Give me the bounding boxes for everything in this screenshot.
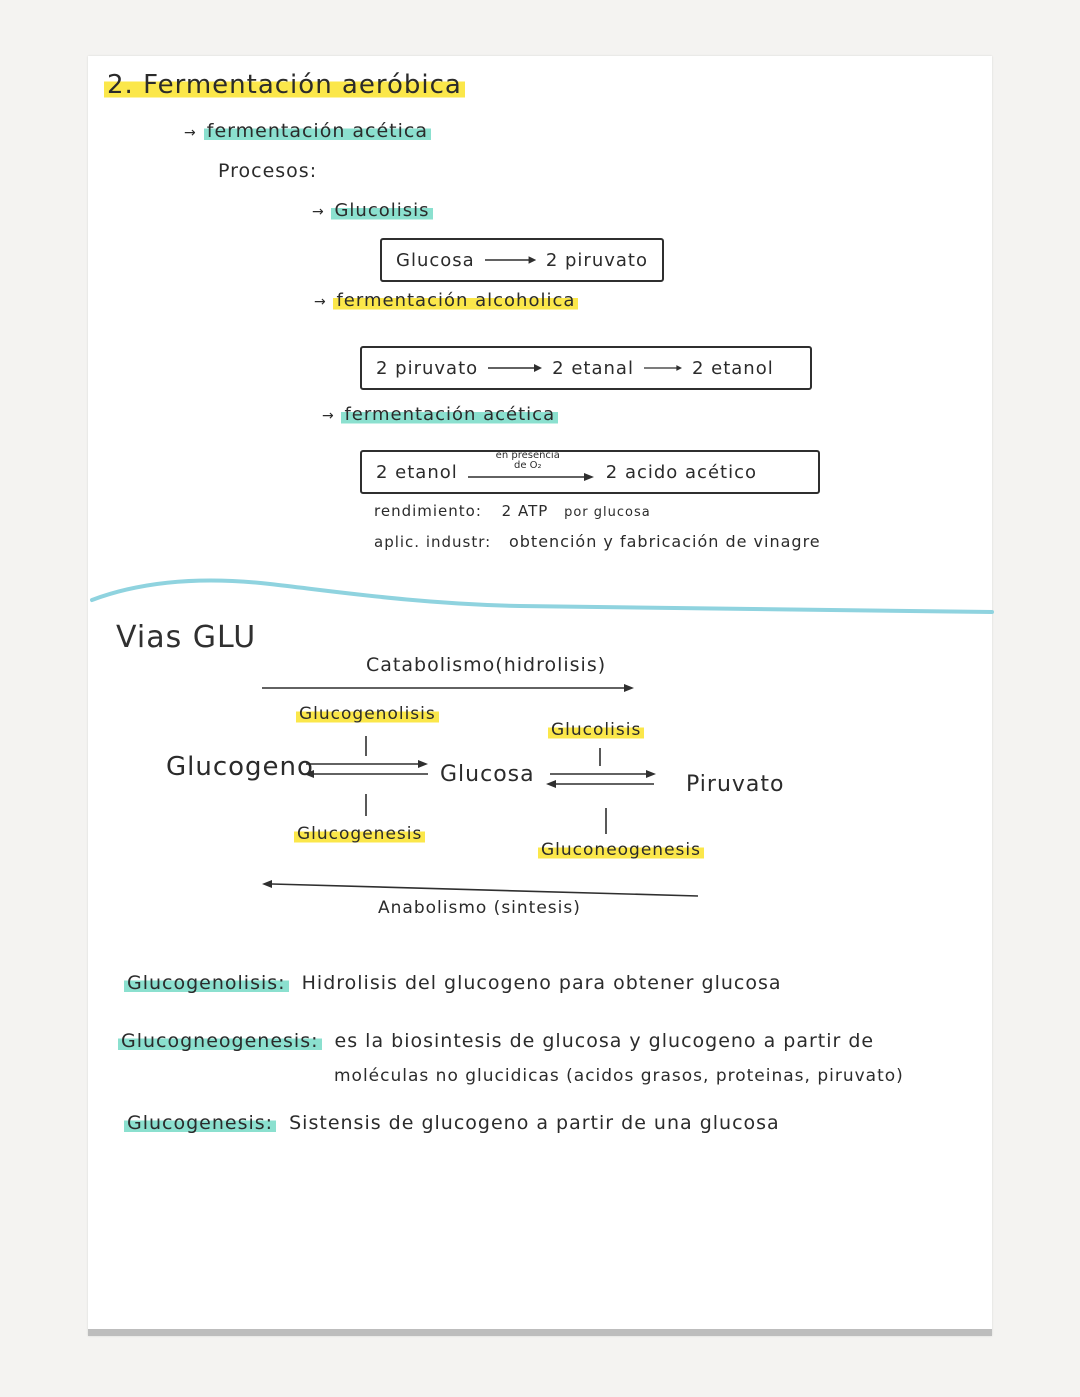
glucogenesis-label: Glucogenesis (294, 824, 425, 844)
procesos-label: Procesos: (218, 160, 318, 182)
step3-box: 2 etanol en presencia de O₂ 2 acido acético (360, 450, 820, 494)
step3-title: → fermentación acética (322, 404, 558, 425)
glucolisis-label: Glucolisis (548, 720, 644, 740)
definition-glucogenesis: Glucogenesis: Sistensis de glucogeno a partir de una glucosa (124, 1112, 780, 1134)
glucosa-node: Glucosa (440, 762, 535, 787)
step1-box: Glucosa 2 piruvato (380, 238, 664, 282)
definition-gluconeogenesis-cont: moléculas no glucidicas (acidos grasos, proteinas, piruvato) (334, 1066, 904, 1086)
step2-box: 2 piruvato 2 etanal 2 etanol (360, 346, 812, 390)
piruvato-node: Piruvato (686, 772, 785, 797)
gluconeogenesis-label: Gluconeogenesis (538, 840, 704, 860)
anabolismo-label: Anabolismo (sintesis) (378, 898, 581, 918)
rendimiento-line: rendimiento: 2 ATP por glucosa (374, 502, 651, 520)
step2-title: → fermentación alcoholica (314, 290, 578, 311)
glucogeno-node: Glucogeno (166, 752, 314, 782)
step1-title: → Glucolisis (312, 200, 433, 221)
condition-line2: de O₂ (513, 460, 542, 471)
aplicacion-line: aplic. industr: obtención y fabricación de vinagre (374, 532, 821, 551)
subheading: → fermentación acética (184, 120, 431, 142)
catabolismo-label: Catabolismo(hidrolisis) (366, 654, 607, 676)
section-heading: 2. Fermentación aeróbica (104, 70, 465, 100)
anabolismo-arrow (272, 884, 698, 896)
arrow-head (624, 684, 634, 692)
arrow-head (418, 760, 428, 768)
vias-heading: Vias GLU (116, 620, 257, 655)
arrow-head (262, 880, 272, 888)
glucogenolisis-label: Glucogenolisis (296, 704, 439, 724)
arrow-head (646, 770, 656, 778)
definition-glucogenolisis: Glucogenolisis: Hidrolisis del glucogeno para obtener glucosa (124, 972, 782, 994)
condition-line1: en presencia (495, 450, 560, 461)
arrow-head (546, 780, 556, 788)
definition-gluconeogenesis: Glucogneogenesis: es la biosintesis de glucosa y glucogeno a partir de (118, 1030, 874, 1052)
